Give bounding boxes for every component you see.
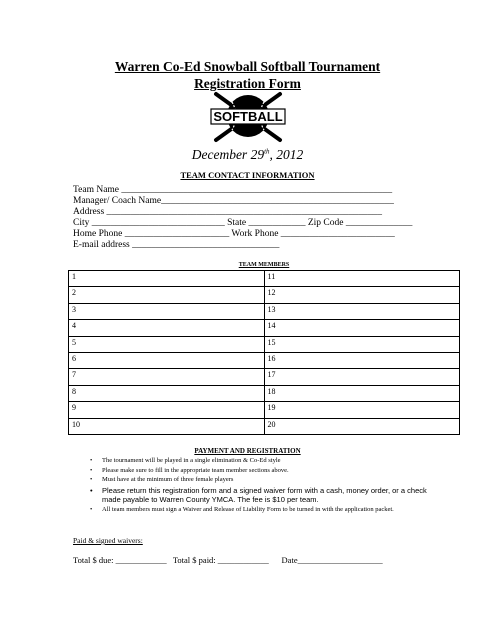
form-subtitle: Registration Form: [194, 76, 301, 91]
table-row: [69, 271, 460, 287]
table-row: [69, 402, 460, 418]
tournament-date: [0, 147, 495, 163]
team-members-table: [68, 270, 460, 435]
table-row: [69, 418, 460, 434]
member-cell[interactable]: 13: [264, 303, 460, 319]
manager-coach-field[interactable]: Manager/ Coach Name_________________________________________________: [73, 196, 394, 206]
member-cell[interactable]: 3: [69, 303, 265, 319]
bullet-icon: •: [90, 485, 93, 495]
paid-signed-waivers-label: Paid & signed waivers:: [73, 536, 143, 545]
bullet-icon: •: [90, 476, 93, 483]
table-row: [69, 287, 460, 303]
member-cell[interactable]: 19: [264, 402, 460, 418]
table-row: [69, 369, 460, 385]
logo-text: SOFTBALL: [213, 109, 283, 124]
member-cell[interactable]: 5: [69, 336, 265, 352]
team-contact-heading: TEAM CONTACT INFORMATION: [180, 170, 315, 180]
member-cell[interactable]: 12: [264, 287, 460, 303]
member-cell[interactable]: 4: [69, 320, 265, 336]
form-title: Warren Co-Ed Snowball Softball Tournament: [114, 59, 381, 74]
table-row: [69, 336, 460, 352]
email-field[interactable]: E-mail address _______________________________: [73, 240, 280, 250]
member-cell[interactable]: 18: [264, 385, 460, 401]
member-cell[interactable]: 17: [264, 369, 460, 385]
bullet-icon: •: [90, 466, 93, 474]
phone-fields[interactable]: Home Phone ______________________ Work Phone ________________________: [73, 229, 395, 239]
team-members-heading: TEAM MEMBERS: [238, 262, 290, 268]
member-cell[interactable]: 2: [69, 287, 265, 303]
member-cell[interactable]: 1: [69, 271, 265, 287]
city-state-zip-field[interactable]: City ____________________________ State ____________ Zip Code ______________: [73, 218, 413, 228]
list-item: • All team members must sign a Waiver and Release of Liability Form to be turned in with the application packet.: [90, 505, 394, 513]
totals-line[interactable]: Total $ due: ____________ Total $ paid: ____________ Date____________________: [73, 555, 383, 565]
list-item: • Must have at the minimum of three female players: [90, 476, 234, 483]
bullet-icon: •: [90, 457, 93, 464]
member-cell[interactable]: 11: [264, 271, 460, 287]
member-cell[interactable]: 9: [69, 402, 265, 418]
member-cell[interactable]: 20: [264, 418, 460, 434]
list-item: • Please make sure to fill in the appropriate team member sections above.: [90, 466, 289, 474]
bullet-icon: •: [90, 505, 93, 513]
date-year: , 2012: [269, 147, 304, 162]
table-row: [69, 385, 460, 401]
member-cell[interactable]: 6: [69, 352, 265, 368]
address-field[interactable]: Address __________________________________________________________: [73, 207, 383, 217]
team-name-field[interactable]: Team Name _________________________________________________________: [73, 185, 393, 195]
member-cell[interactable]: 16: [264, 352, 460, 368]
softball-logo-icon: [208, 88, 288, 148]
member-cell[interactable]: 7: [69, 369, 265, 385]
list-item: • Please return this registration form and a signed waiver form with a cash, money order, or a check made payable to Warren County YMCA. The fee is $10 per team.: [90, 485, 427, 504]
member-cell[interactable]: 8: [69, 385, 265, 401]
table-row: [69, 303, 460, 319]
date-main: December 29: [191, 147, 265, 162]
table-row: [69, 352, 460, 368]
list-item: • The tournament will be played in a single elimination & Co-Ed style: [90, 457, 281, 464]
payment-bullet-list: [90, 457, 430, 515]
date-suffix: th: [264, 147, 270, 156]
member-cell[interactable]: 14: [264, 320, 460, 336]
member-cell[interactable]: 10: [69, 418, 265, 434]
table-row: [69, 320, 460, 336]
member-cell[interactable]: 15: [264, 336, 460, 352]
payment-registration-heading: PAYMENT AND REGISTRATION: [194, 447, 301, 455]
